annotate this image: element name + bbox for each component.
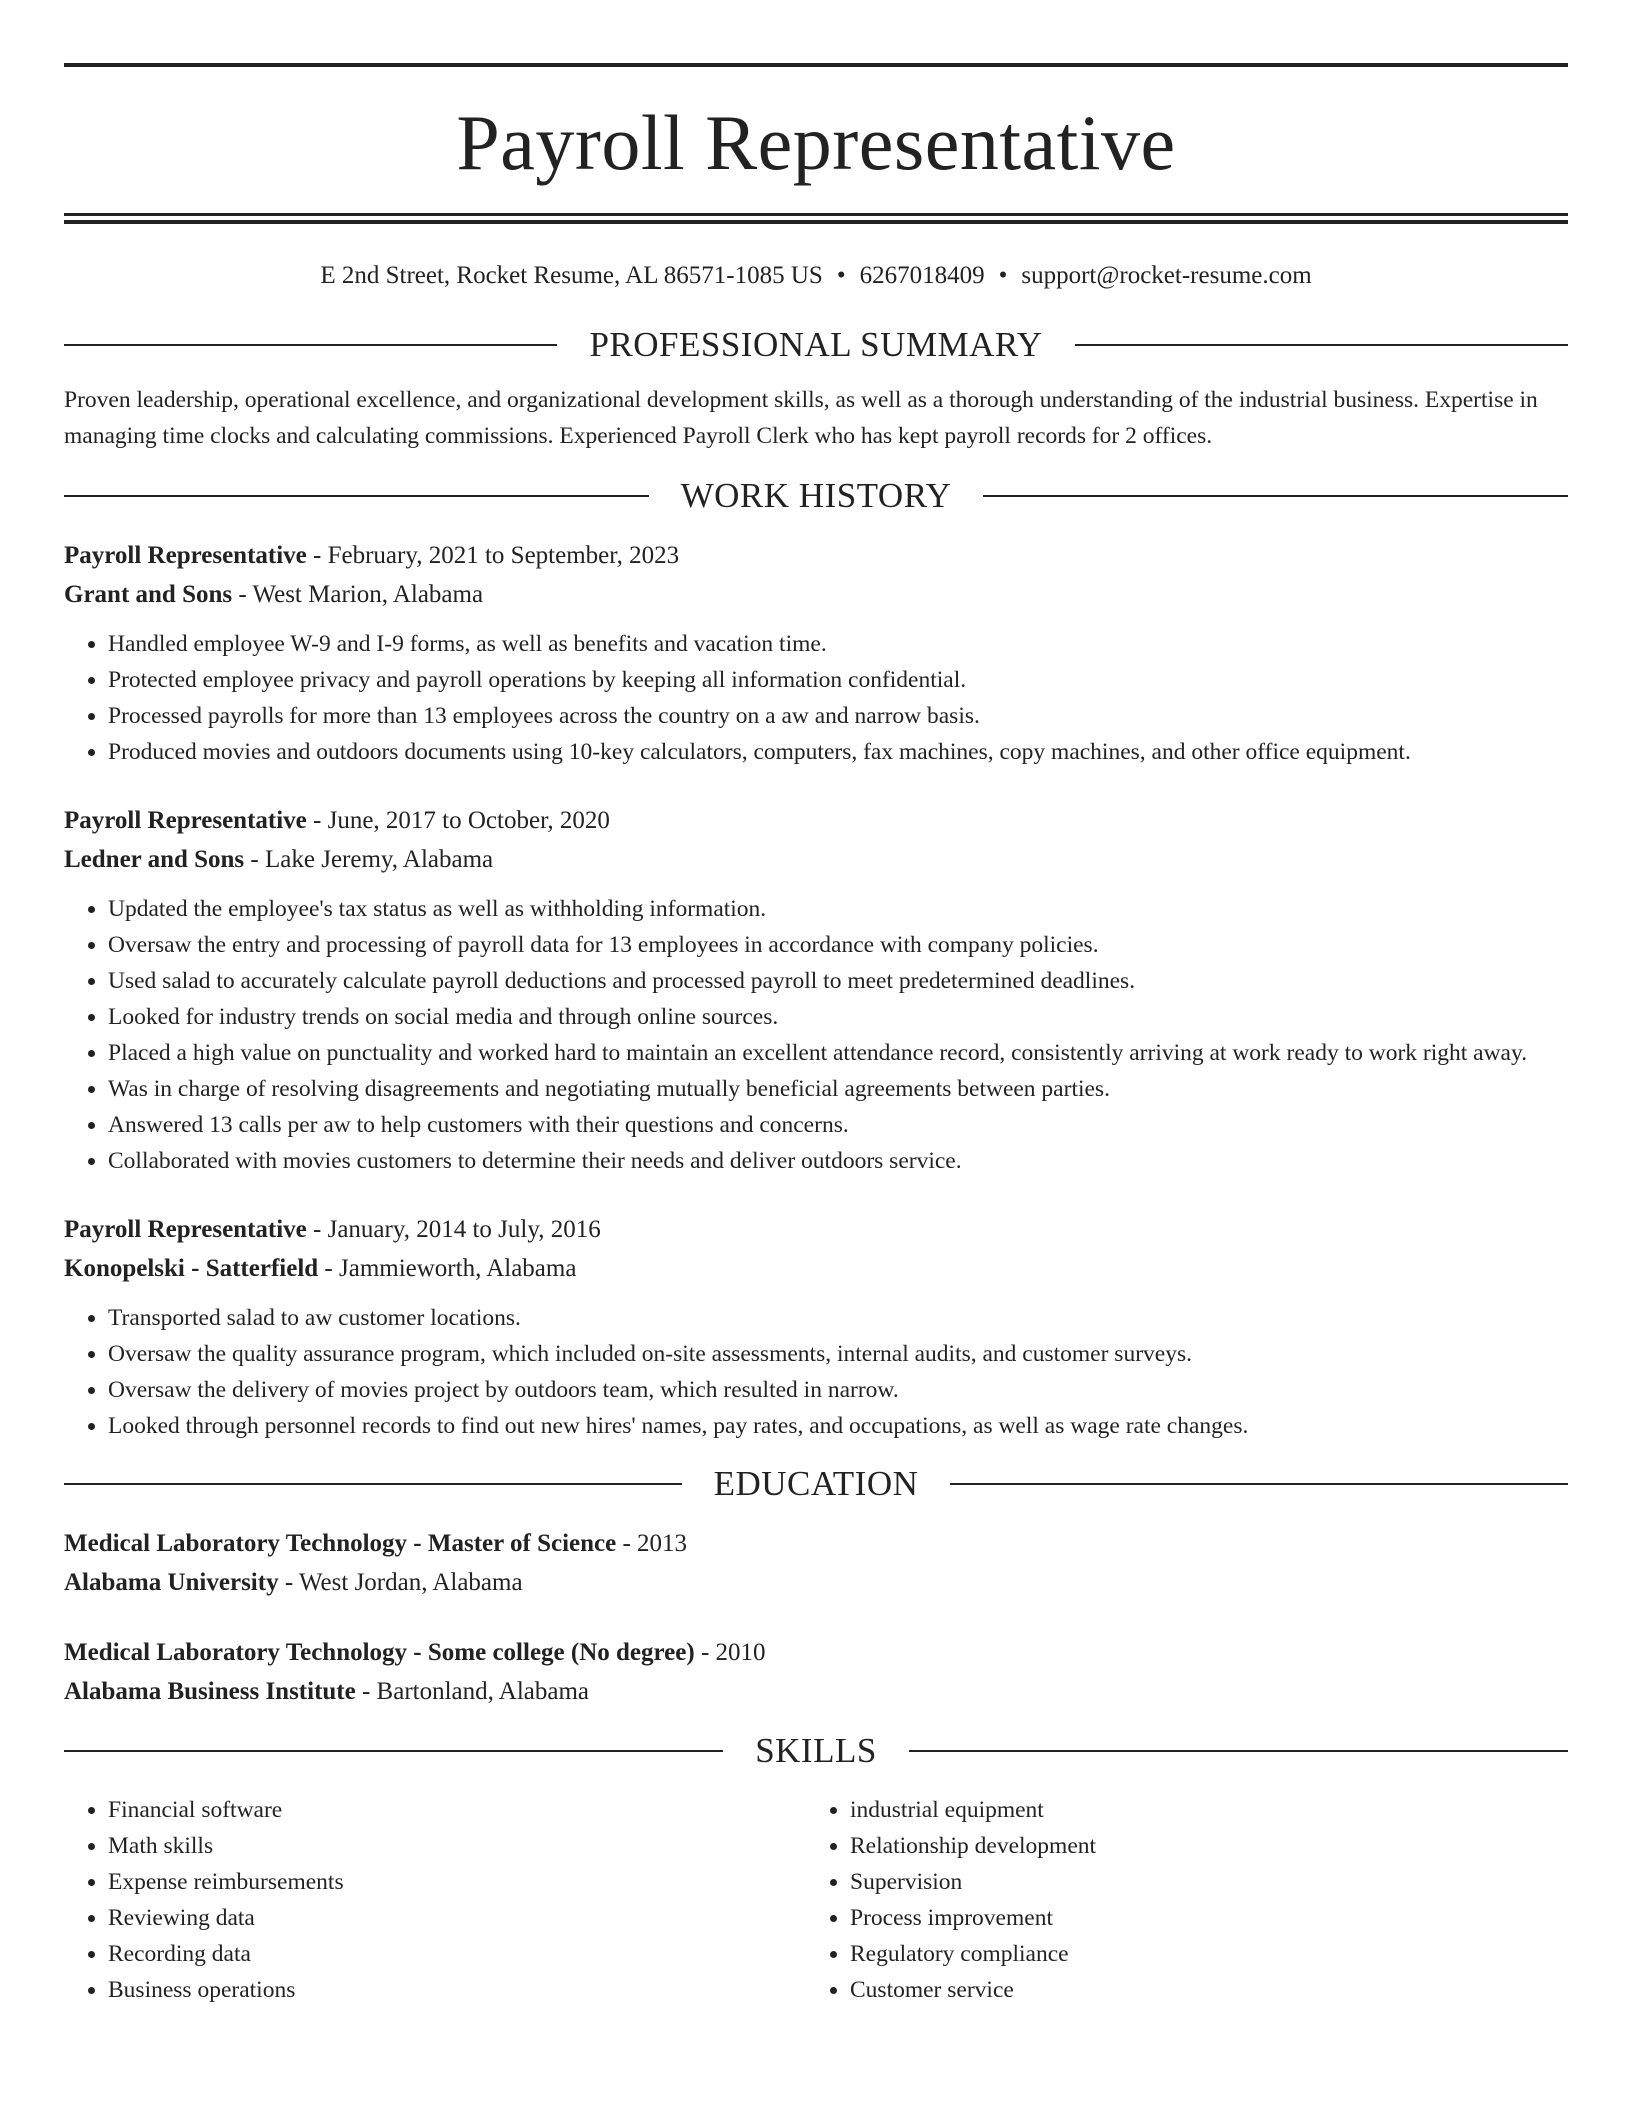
degree-year: - 2010 bbox=[694, 1639, 766, 1666]
job-dates: - January, 2014 to July, 2016 bbox=[306, 1216, 601, 1243]
degree-year: - 2013 bbox=[616, 1530, 688, 1557]
skills-column-right bbox=[806, 1792, 1548, 2008]
list-item: • Looked through personnel records to find out new hires' names, pay rates, and occupations, as well as wage rate changes. bbox=[108, 1408, 1568, 1444]
job-dates: - June, 2017 to October, 2020 bbox=[306, 807, 610, 834]
list-item: • Updated the employee's tax status as well as withholding information. bbox=[108, 891, 1568, 927]
job-company-line bbox=[64, 575, 1568, 614]
school-location: - Bartonland, Alabama bbox=[355, 1678, 589, 1705]
top-rule bbox=[64, 63, 1568, 67]
title-double-rule bbox=[64, 213, 1568, 224]
list-item: • Looked for industry trends on social media and through online sources. bbox=[108, 999, 1568, 1035]
section-heading-skills bbox=[64, 1731, 1568, 1771]
school: Alabama Business Institute bbox=[64, 1678, 356, 1705]
list-item: • Transported salad to aw customer locations. bbox=[108, 1300, 1568, 1336]
heading-rule bbox=[64, 344, 557, 346]
job-bullets bbox=[64, 891, 1568, 1179]
job-company: Konopelski - Satterfield bbox=[64, 1255, 319, 1282]
job-title: Payroll Representative bbox=[64, 807, 307, 834]
degree: Medical Laboratory Technology - Master of Science bbox=[64, 1530, 617, 1557]
skills-bullets bbox=[806, 1792, 1548, 2008]
job-company-line bbox=[64, 1249, 1568, 1288]
education-entry bbox=[64, 1633, 1568, 1711]
job-entry bbox=[64, 536, 1568, 770]
list-item: • Processed payrolls for more than 13 employees across the country on a aw and narrow basis. bbox=[108, 698, 1568, 734]
resume-page bbox=[64, 0, 1568, 2008]
job-location: - West Marion, Alabama bbox=[232, 581, 484, 608]
school-line bbox=[64, 1563, 1568, 1602]
list-item: • industrial equipment bbox=[850, 1792, 1548, 1828]
heading-rule bbox=[1075, 344, 1568, 346]
section-heading-label: WORK HISTORY bbox=[680, 476, 952, 515]
job-company: Grant and Sons bbox=[64, 581, 233, 608]
degree: Medical Laboratory Technology - Some college (No degree) bbox=[64, 1639, 695, 1666]
contact-separator: • bbox=[836, 262, 846, 289]
list-item: • Customer service bbox=[850, 1972, 1548, 2008]
list-item: • Oversaw the entry and processing of payroll data for 13 employees in accordance with company policies. bbox=[108, 927, 1568, 963]
school: Alabama University bbox=[64, 1569, 279, 1596]
list-item: • Was in charge of resolving disagreements and negotiating mutually beneficial agreements between parties. bbox=[108, 1071, 1568, 1107]
heading-rule bbox=[64, 495, 649, 497]
degree-line bbox=[64, 1524, 1568, 1563]
list-item: • Process improvement bbox=[850, 1900, 1548, 1936]
job-title: Payroll Representative bbox=[64, 1216, 307, 1243]
job-title-line bbox=[64, 536, 1568, 575]
section-heading-summary bbox=[64, 325, 1568, 365]
job-entry bbox=[64, 801, 1568, 1179]
skills-list bbox=[64, 1792, 1568, 2008]
list-item: • Relationship development bbox=[850, 1828, 1548, 1864]
list-item: • Placed a high value on punctuality and worked hard to maintain an excellent attendance record, consistently arriving at work ready to work right away. bbox=[108, 1035, 1568, 1071]
list-item: • Used salad to accurately calculate payroll deductions and processed payroll to meet predetermined deadlines. bbox=[108, 963, 1568, 999]
skills-bullets bbox=[64, 1792, 806, 2008]
section-heading-label: SKILLS bbox=[755, 1731, 877, 1770]
job-entry bbox=[64, 1210, 1568, 1444]
list-item: • Business operations bbox=[108, 1972, 806, 2008]
job-location: - Lake Jeremy, Alabama bbox=[244, 846, 494, 873]
list-item: • Math skills bbox=[108, 1828, 806, 1864]
list-item: • Protected employee privacy and payroll operations by keeping all information confidential. bbox=[108, 662, 1568, 698]
list-item: • Financial software bbox=[108, 1792, 806, 1828]
contact-separator: • bbox=[998, 262, 1008, 289]
school-line bbox=[64, 1672, 1568, 1711]
list-item: • Produced movies and outdoors documents using 10-key calculators, computers, fax machines, copy machines, and other office equipment. bbox=[108, 734, 1568, 770]
job-dates: - February, 2021 to September, 2023 bbox=[306, 542, 680, 569]
job-bullets bbox=[64, 626, 1568, 770]
resume-title: Payroll Representative bbox=[456, 99, 1176, 186]
list-item: • Expense reimbursements bbox=[108, 1864, 806, 1900]
contact-email: support@rocket-resume.com bbox=[1021, 262, 1312, 289]
job-location: - Jammieworth, Alabama bbox=[318, 1255, 577, 1282]
section-heading-work bbox=[64, 476, 1568, 516]
contact-phone: 6267018409 bbox=[859, 262, 985, 289]
contact-line bbox=[64, 260, 1568, 292]
list-item: • Recording data bbox=[108, 1936, 806, 1972]
heading-rule bbox=[950, 1483, 1568, 1485]
job-title-line bbox=[64, 1210, 1568, 1249]
job-title-line bbox=[64, 801, 1568, 840]
section-heading-label: EDUCATION bbox=[713, 1464, 919, 1503]
list-item: • Handled employee W-9 and I-9 forms, as well as benefits and vacation time. bbox=[108, 626, 1568, 662]
section-heading-education bbox=[64, 1464, 1568, 1504]
list-item: • Oversaw the delivery of movies project by outdoors team, which resulted in narrow. bbox=[108, 1372, 1568, 1408]
list-item: • Collaborated with movies customers to determine their needs and deliver outdoors service. bbox=[108, 1143, 1568, 1179]
job-bullets bbox=[64, 1300, 1568, 1444]
heading-rule bbox=[64, 1750, 723, 1752]
section-heading-label: PROFESSIONAL SUMMARY bbox=[589, 325, 1043, 364]
summary-text: Proven leadership, operational excellence, and organizational development skills, as well as a thorough understanding of the industrial business. Expertise in managing time clocks and calculating commissions. Experienced Payroll Clerk who has kept payroll records for 2 offices. bbox=[64, 387, 1538, 449]
heading-rule bbox=[909, 1750, 1568, 1752]
job-company: Ledner and Sons bbox=[64, 846, 245, 873]
school-location: - West Jordan, Alabama bbox=[278, 1569, 523, 1596]
heading-rule bbox=[983, 495, 1568, 497]
degree-line bbox=[64, 1633, 1568, 1672]
list-item: • Regulatory compliance bbox=[850, 1936, 1548, 1972]
list-item: • Oversaw the quality assurance program, which included on-site assessments, internal audits, and customer surveys. bbox=[108, 1336, 1568, 1372]
heading-rule bbox=[64, 1483, 682, 1485]
list-item: • Reviewing data bbox=[108, 1900, 806, 1936]
list-item: • Answered 13 calls per aw to help customers with their questions and concerns. bbox=[108, 1107, 1568, 1143]
list-item: • Supervision bbox=[850, 1864, 1548, 1900]
job-company-line bbox=[64, 840, 1568, 879]
contact-address: E 2nd Street, Rocket Resume, AL 86571-1085 US bbox=[320, 262, 823, 289]
skills-column-left bbox=[64, 1792, 806, 2008]
education-entry bbox=[64, 1524, 1568, 1602]
job-title: Payroll Representative bbox=[64, 542, 307, 569]
